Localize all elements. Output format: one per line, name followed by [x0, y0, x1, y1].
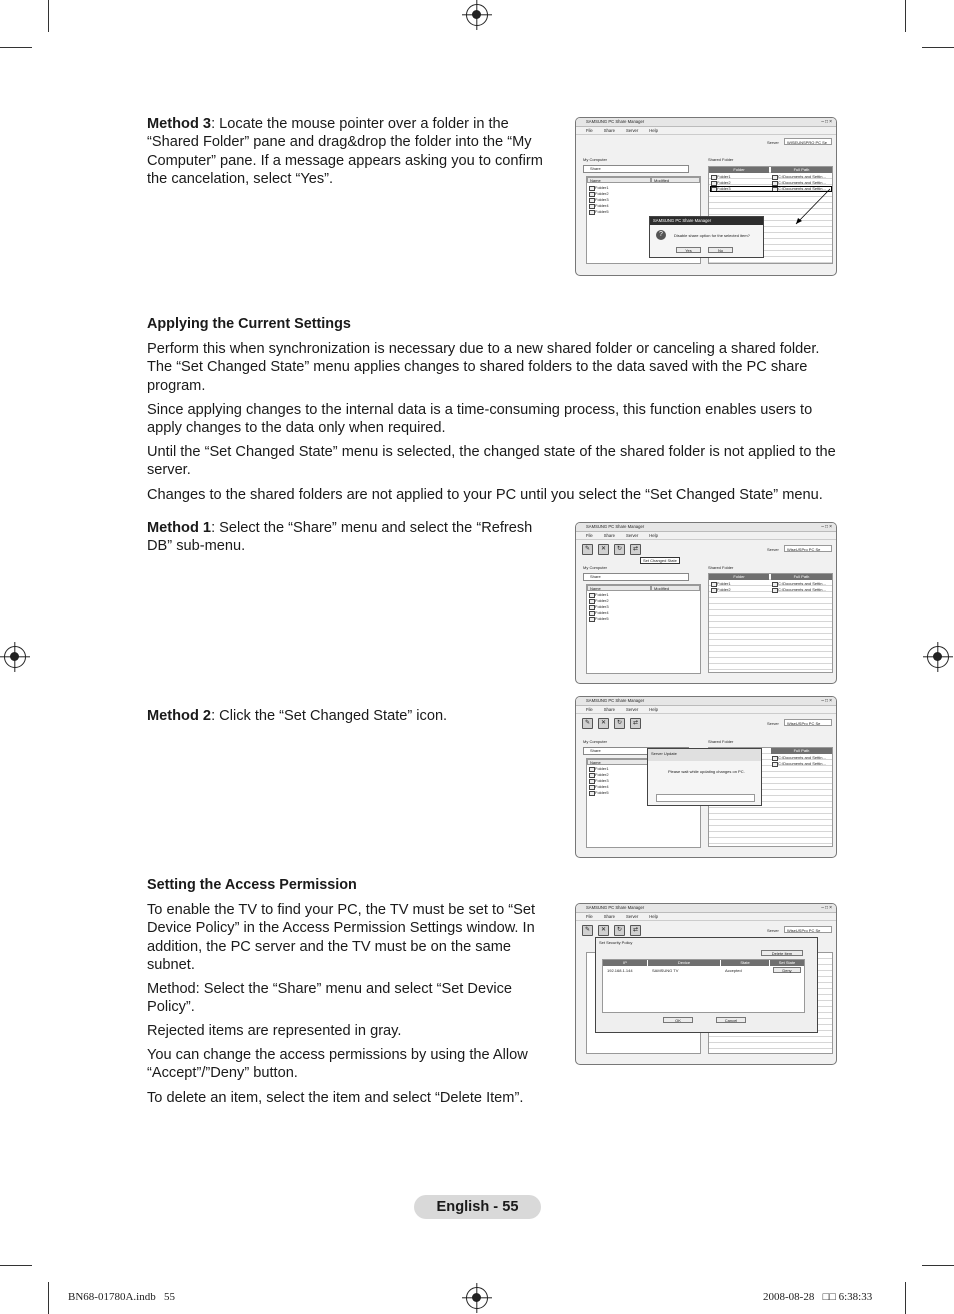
my-computer-label: My Computer: [583, 565, 608, 570]
add-share-icon[interactable]: ✎: [582, 544, 593, 555]
window-controls-icon: –□×: [821, 524, 833, 530]
method3-label: Method 3: [147, 116, 212, 132]
remove-share-icon[interactable]: ✕: [598, 718, 609, 729]
folder-item[interactable]: Folder1: [589, 766, 609, 772]
access-p5: To delete an item, select the item and select “Delete Item”.: [147, 1090, 524, 1106]
folder-item[interactable]: Folder1: [589, 185, 609, 191]
folder-item[interactable]: Folder4: [589, 784, 609, 790]
menu-help[interactable]: Help: [649, 533, 658, 538]
col-ip[interactable]: IP: [603, 960, 647, 966]
screenshot-drag-drop: [575, 117, 837, 276]
folder-item[interactable]: Folder2: [589, 598, 609, 604]
method2-label: Method 2: [147, 708, 212, 724]
col-fullpath[interactable]: Full Path: [771, 167, 832, 173]
device-table: [602, 959, 805, 1013]
registration-target-icon: [466, 4, 488, 26]
folder-item[interactable]: Folder1: [589, 592, 609, 598]
col-folder[interactable]: Folder: [709, 574, 769, 580]
menu-bar: [576, 706, 836, 714]
menu-file[interactable]: File: [586, 914, 593, 919]
access-p2: Method: Select the “Share” menu and select “Set Device Policy”.: [147, 981, 513, 1016]
crop-mark: [922, 1265, 954, 1266]
add-share-icon[interactable]: ✎: [582, 718, 593, 729]
folder-item[interactable]: Folder2: [589, 191, 609, 197]
folder-item[interactable]: Folder5: [589, 209, 609, 215]
window-title: SAMSUNG PC Share Manager: [586, 905, 645, 910]
shared-folder-pane[interactable]: [708, 573, 833, 673]
delete-item-button[interactable]: Delete Item: [761, 950, 803, 956]
crop-mark: [0, 1265, 32, 1266]
screenshot-security-policy: [575, 903, 837, 1065]
shared-item[interactable]: Folder2: [711, 587, 731, 593]
access-heading: Setting the Access Permission: [147, 877, 357, 893]
menu-bar: [576, 913, 836, 921]
screenshot-refresh-db: [575, 522, 837, 684]
cancel-button[interactable]: Cancel: [716, 1017, 746, 1023]
method3-paragraph: [147, 115, 552, 189]
remove-share-icon[interactable]: ✕: [598, 544, 609, 555]
method3-text: : Locate the mouse pointer over a folder in the “Shared Folder” pane and drag&drop the folder into the “My Computer” pane. If a message appears asking you to confirm the cancelation, select “Yes”.: [147, 116, 543, 188]
method1-label: Method 1: [147, 520, 212, 536]
shared-item[interactable]: Folder3: [711, 186, 731, 192]
window-controls-icon: –□×: [821, 119, 833, 125]
shared-item[interactable]: Folder1: [711, 174, 731, 180]
shared-item[interactable]: Folder1: [711, 581, 731, 587]
window-title: SAMSUNG PC Share Manager: [586, 698, 645, 703]
cell-state: Accepted: [725, 968, 742, 973]
menu-share[interactable]: Share: [603, 707, 615, 712]
my-computer-label: My Computer: [583, 739, 608, 744]
menu-server[interactable]: Server: [625, 128, 639, 133]
shared-path: C:\Documents and Settin...: [772, 180, 826, 186]
folder-combo[interactable]: Share: [583, 573, 689, 581]
server-select[interactable]: WiseUSPro PC Se: [784, 545, 832, 552]
refresh-icon[interactable]: ↻: [614, 925, 625, 936]
folder-combo[interactable]: Share: [583, 165, 689, 173]
shared-folder-label: Shared Folder: [708, 565, 734, 570]
menu-file[interactable]: File: [586, 533, 593, 538]
set-changed-state-icon[interactable]: ⇄: [630, 925, 641, 936]
screenshot-server-update: [575, 696, 837, 858]
folder-item[interactable]: Folder3: [589, 604, 609, 610]
security-policy-dialog: [595, 937, 818, 1033]
shared-path: C:\Documents and Settin...: [772, 755, 826, 761]
col-modified[interactable]: Modified: [651, 177, 700, 183]
crop-mark: [0, 47, 32, 48]
shared-path: C:\Documents and Settin...: [772, 761, 826, 767]
window-controls-icon: –□×: [821, 905, 833, 911]
cell-device: SAMSUNG TV: [652, 968, 679, 973]
folder-combo[interactable]: Share: [583, 747, 689, 755]
col-name[interactable]: Name: [587, 177, 651, 183]
menu-server[interactable]: Server: [625, 533, 639, 538]
set-changed-state-icon[interactable]: ⇄: [630, 718, 641, 729]
menu-bar: [576, 127, 836, 135]
applying-p1: Perform this when synchronization is necessary due to a new shared folder or canceling a shared folder. The “Set Changed State” menu applies changes to shared folders to the data saved with the PC share program.: [147, 341, 820, 394]
method1-text: : Select the “Share” menu and select the “Refresh DB” sub-menu.: [147, 520, 533, 555]
crop-mark: [905, 1282, 906, 1314]
menu-help[interactable]: Help: [649, 128, 658, 133]
remove-share-icon[interactable]: ✕: [598, 925, 609, 936]
folder-item[interactable]: Folder5: [589, 616, 609, 622]
question-icon: ?: [656, 230, 666, 240]
crop-mark: [905, 0, 906, 32]
menu-help[interactable]: Help: [649, 707, 658, 712]
my-computer-pane[interactable]: [586, 584, 701, 674]
window-title: SAMSUNG PC Share Manager: [586, 524, 645, 529]
server-update-dialog: [647, 748, 762, 806]
menu-bar: [576, 532, 836, 540]
col-modified[interactable]: Modified: [651, 585, 700, 591]
col-device[interactable]: Device: [648, 960, 720, 966]
window-title: SAMSUNG PC Share Manager: [586, 119, 645, 124]
set-changed-state-icon[interactable]: ⇄: [630, 544, 641, 555]
access-p4: You can change the access permissions by using the Allow “Accept”/”Deny” button.: [147, 1047, 528, 1082]
folder-item[interactable]: Folder3: [589, 778, 609, 784]
method2-text: : Click the “Set Changed State” icon.: [211, 708, 448, 724]
window-controls-icon: –□×: [821, 698, 833, 704]
shared-folder-label: Shared Folder: [708, 739, 734, 744]
server-select[interactable]: WiseUSPro PC Se: [784, 719, 832, 726]
applying-heading: Applying the Current Settings: [147, 316, 351, 332]
server-label: Server: [767, 140, 779, 145]
shared-path: C:\Documents and Settin...: [772, 587, 826, 593]
folder-item[interactable]: Folder4: [589, 203, 609, 209]
security-policy-title: Set Security Policy: [599, 940, 633, 945]
refresh-icon[interactable]: ↻: [614, 544, 625, 555]
deny-button[interactable]: Deny: [773, 967, 801, 973]
registration-target-icon: [4, 646, 26, 668]
method1-paragraph: [147, 519, 552, 556]
footer-file: BN68-01780A.indb 55: [68, 1291, 175, 1303]
shared-path: C:\Documents and Settin...: [772, 174, 826, 180]
ok-button[interactable]: OK: [663, 1017, 693, 1023]
col-fullpath[interactable]: Full Path: [771, 574, 832, 580]
server-update-title: Server Update: [648, 749, 761, 761]
col-fullpath[interactable]: Full Path: [771, 748, 832, 754]
tooltip: Set Changed State: [640, 557, 680, 564]
shared-item[interactable]: Folder2: [711, 180, 731, 186]
menu-server[interactable]: Server: [625, 914, 639, 919]
menu-share[interactable]: Share: [603, 128, 615, 133]
applying-p3: Until the “Set Changed State” menu is selected, the changed state of the shared folder is not applied to the server.: [147, 444, 836, 479]
server-update-message: Please wait while updating changes on PC.: [668, 769, 745, 774]
shared-folder-label: Shared Folder: [708, 157, 734, 162]
folder-item[interactable]: Folder4: [589, 610, 609, 616]
col-name[interactable]: Name: [587, 759, 651, 765]
page-number: English - 55: [414, 1195, 541, 1219]
registration-target-icon: [927, 646, 949, 668]
crop-mark: [48, 1282, 49, 1314]
no-button[interactable]: No: [708, 247, 733, 253]
col-name[interactable]: Name: [587, 585, 651, 591]
menu-server[interactable]: Server: [625, 707, 639, 712]
menu-share[interactable]: Share: [603, 914, 615, 919]
server-select[interactable]: WiseUSPro PC Se: [784, 926, 832, 933]
server-label: Server: [767, 547, 779, 552]
folder-item[interactable]: Folder2: [589, 772, 609, 778]
folder-item[interactable]: Folder3: [589, 197, 609, 203]
method2-paragraph: [147, 707, 552, 725]
menu-file[interactable]: File: [586, 128, 593, 133]
applying-p2: Since applying changes to the internal data is a time-consuming process, this function enables users to apply changes to the data only when required.: [147, 402, 813, 437]
server-select[interactable]: WISEUNSPRO PC Se: [784, 138, 832, 145]
confirm-dialog: [649, 216, 764, 258]
add-share-icon[interactable]: ✎: [582, 925, 593, 936]
footer-date: 2008-08-28 □□ 6:38:33: [763, 1291, 873, 1303]
yes-button[interactable]: Yes: [676, 247, 701, 253]
server-label: Server: [767, 721, 779, 726]
access-p1: To enable the TV to find your PC, the TV must be set to “Set Device Policy” in the Access Permission Settings window. In addition, the PC server and the TV must be on the same subnet.: [147, 902, 536, 974]
my-computer-label: My Computer: [583, 157, 608, 162]
shared-path: C:\Documents and Settin...: [772, 186, 826, 192]
menu-file[interactable]: File: [586, 707, 593, 712]
col-folder[interactable]: Folder: [709, 167, 769, 173]
confirm-message: Disable share option for the selected item?: [674, 233, 750, 238]
shared-path: C:\Documents and Settin...: [772, 581, 826, 587]
access-p3: Rejected items are represented in gray.: [147, 1023, 402, 1039]
col-set-state[interactable]: Set State: [770, 960, 804, 966]
refresh-icon[interactable]: ↻: [614, 718, 625, 729]
menu-help[interactable]: Help: [649, 914, 658, 919]
crop-mark: [922, 47, 954, 48]
applying-p4: Changes to the shared folders are not applied to your PC until you select the “Set Changed State” menu.: [147, 487, 823, 503]
cell-ip: 192.168.1.144: [607, 968, 633, 973]
menu-share[interactable]: Share: [603, 533, 615, 538]
server-label: Server: [767, 928, 779, 933]
folder-item[interactable]: Folder5: [589, 790, 609, 796]
crop-mark: [48, 0, 49, 32]
col-state[interactable]: State: [721, 960, 769, 966]
registration-target-icon: [466, 1287, 488, 1309]
confirm-dialog-title: SAMSUNG PC Share Manager: [650, 217, 763, 225]
progress-bar: [656, 794, 755, 802]
